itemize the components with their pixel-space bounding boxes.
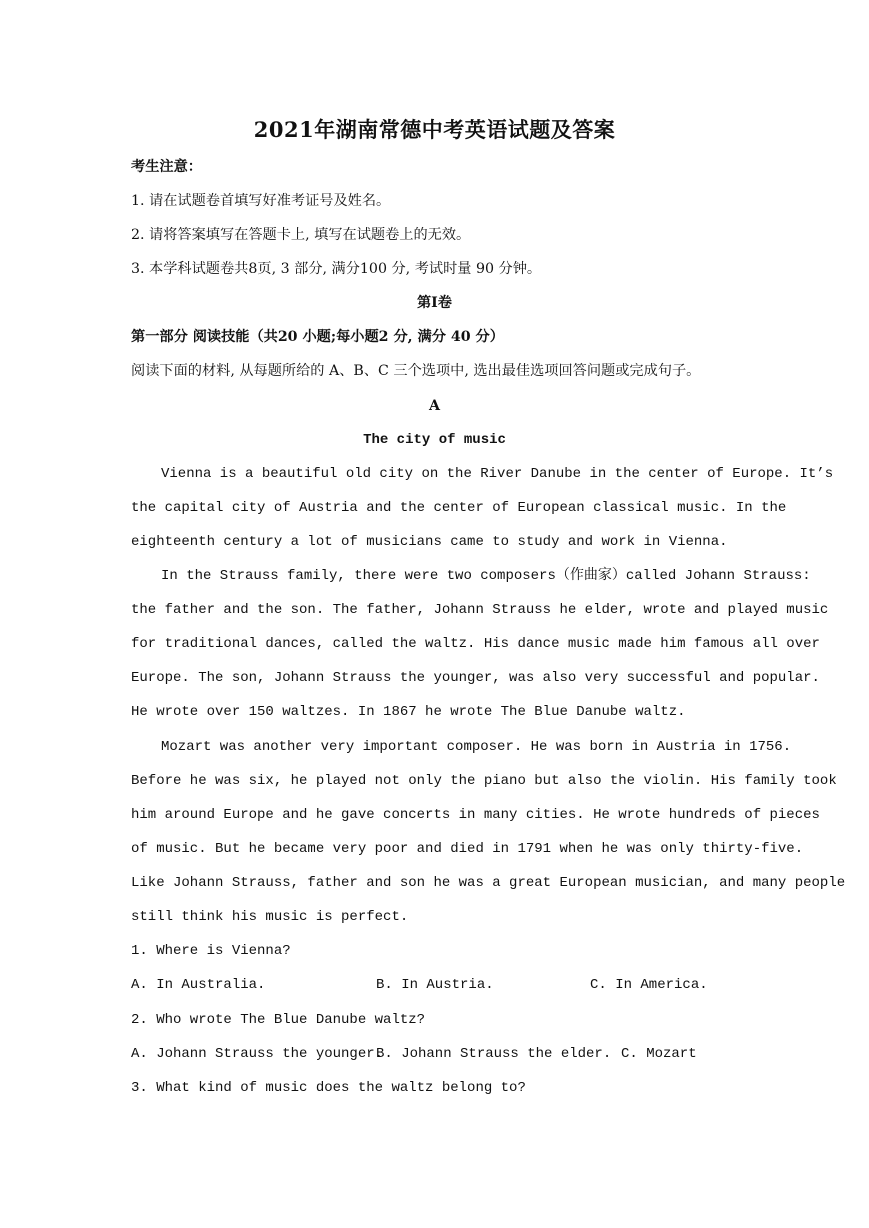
passage-line: In the Strauss family, there were two composers（作曲家）called Johann Strauss:	[161, 568, 811, 584]
notice-item: 2. 请将答案填写在答题卡上, 填写在试题卷上的无效。	[131, 227, 471, 243]
passage-line: the father and the son. The father, Johann Strauss he elder, wrote and played music	[131, 602, 829, 618]
notice-heading: 考生注意：	[131, 159, 202, 175]
answer-option: A. In Australia.	[131, 977, 266, 993]
section-letter: A	[428, 398, 440, 414]
instruction-text: 阅读下面的材料, 从每题所给的 A、B、C 三个选项中, 选出最佳选项回答问题或完成句子。	[131, 363, 701, 379]
passage-line: of music. But he became very poor and died in 1791 when he was only thirty-five.	[131, 841, 804, 857]
answer-option: C. In America.	[590, 977, 708, 993]
passage-line: Vienna is a beautiful old city on the River Danube in the center of Europe. It’s	[161, 466, 834, 482]
passage-line: Like Johann Strauss, father and son he was a great European musician, and many people	[131, 875, 846, 891]
answer-option: B. In Austria.	[376, 977, 494, 993]
volume-heading: 第Ⅰ卷	[416, 295, 452, 311]
passage-title: The city of music	[363, 432, 506, 448]
answer-option: A. Johann Strauss the younger.	[131, 1046, 384, 1062]
passage-line: still think his music is perfect.	[131, 909, 409, 925]
passage-line: Mozart was another very important composer. He was born in Austria in 1756.	[161, 739, 792, 755]
passage-line: the capital city of Austria and the center of European classical music. In the	[131, 500, 787, 516]
passage-line: him around Europe and he gave concerts in many cities. He wrote hundreds of pieces	[131, 807, 820, 823]
question-stem: 2. Who wrote The Blue Danube waltz?	[131, 1012, 426, 1028]
answer-option: B. Johann Strauss the elder.	[376, 1046, 612, 1062]
document-title: 2021年湖南常德中考英语试题及答案	[253, 117, 616, 142]
passage-line: He wrote over 150 waltzes. In 1867 he wrote The Blue Danube waltz.	[131, 704, 686, 720]
passage-line: for traditional dances, called the waltz. His dance music made him famous all over	[131, 636, 820, 652]
passage-line: Europe. The son, Johann Strauss the younger, was also very successful and popular.	[131, 670, 820, 686]
notice-item: 3. 本学科试题卷共8页, 3 部分, 满分100 分, 考试时量 90 分钟。	[131, 261, 542, 277]
question-stem: 3. What kind of music does the waltz belong to?	[131, 1080, 526, 1096]
passage-line: eighteenth century a lot of musicians came to study and work in Vienna.	[131, 534, 728, 550]
part-heading: 第一部分 阅读技能（共20 小题;每小题2 分, 满分 40 分）	[131, 329, 504, 345]
passage-line: Before he was six, he played not only the piano but also the violin. His family took	[131, 773, 837, 789]
answer-option: C. Mozart	[621, 1046, 697, 1062]
notice-item: 1. 请在试题卷首填写好准考证号及姓名。	[131, 193, 391, 209]
question-stem: 1. Where is Vienna?	[131, 943, 291, 959]
